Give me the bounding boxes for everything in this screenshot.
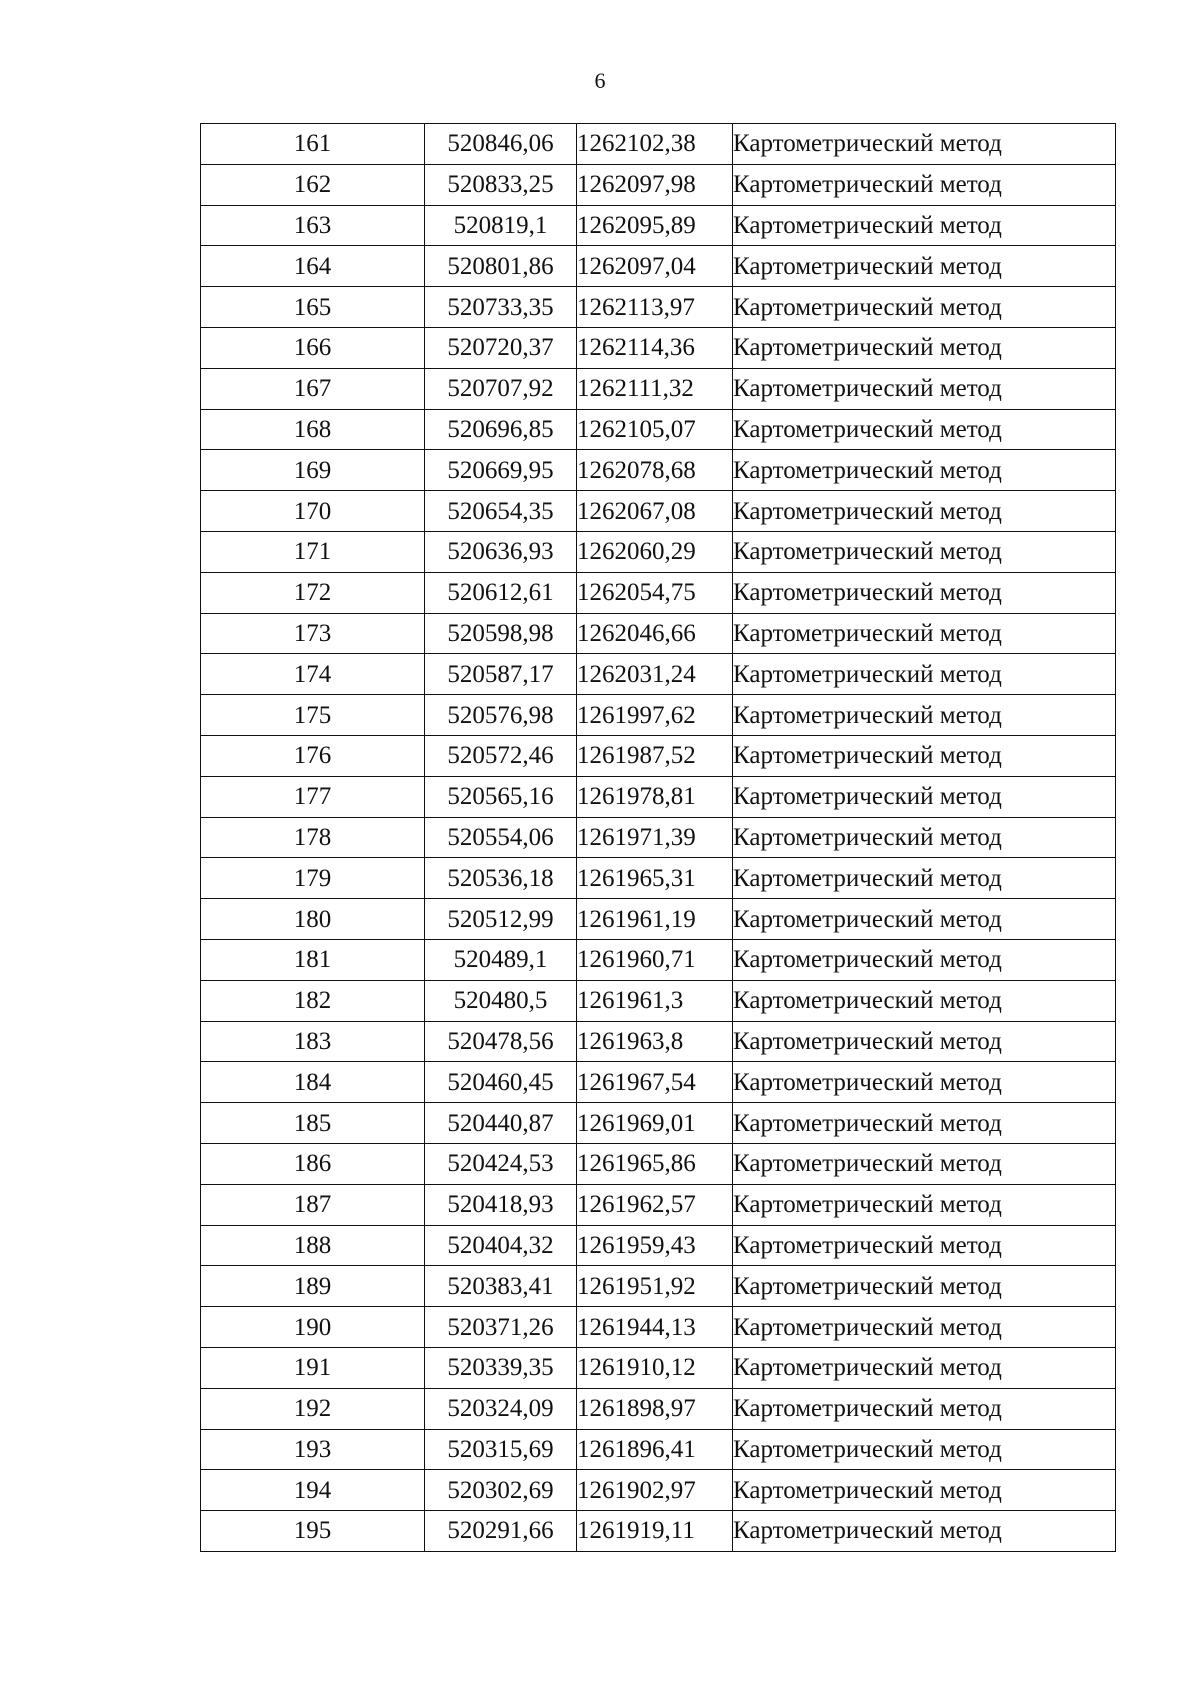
- method-cell: Картометрический метод: [733, 695, 1116, 736]
- point-number-cell: 188: [201, 1225, 425, 1266]
- x-coordinate-cell: 520404,32: [425, 1225, 577, 1266]
- x-coordinate-cell: 520720,37: [425, 327, 577, 368]
- table-row: [201, 776, 1116, 817]
- method-cell: Картометрический метод: [733, 1347, 1116, 1388]
- y-coordinate-cell: 1261896,41: [577, 1429, 733, 1470]
- method-cell: Картометрический метод: [733, 572, 1116, 613]
- table-row: [201, 572, 1116, 613]
- method-cell: Картометрический метод: [733, 939, 1116, 980]
- table-row: [201, 205, 1116, 246]
- point-number-cell: 173: [201, 613, 425, 654]
- point-number-cell: 182: [201, 980, 425, 1021]
- point-number-cell: 162: [201, 164, 425, 205]
- table-row: [201, 450, 1116, 491]
- x-coordinate-cell: 520460,45: [425, 1062, 577, 1103]
- y-coordinate-cell: 1262102,38: [577, 124, 733, 165]
- method-cell: Картометрический метод: [733, 899, 1116, 940]
- y-coordinate-cell: 1262105,07: [577, 409, 733, 450]
- point-number-cell: 167: [201, 368, 425, 409]
- table-row: [201, 858, 1116, 899]
- table-row: [201, 613, 1116, 654]
- method-cell: Картометрический метод: [733, 246, 1116, 287]
- y-coordinate-cell: 1261960,71: [577, 939, 733, 980]
- y-coordinate-cell: 1262031,24: [577, 654, 733, 695]
- y-coordinate-cell: 1261965,86: [577, 1143, 733, 1184]
- point-number-cell: 184: [201, 1062, 425, 1103]
- x-coordinate-cell: 520440,87: [425, 1103, 577, 1144]
- point-number-cell: 168: [201, 409, 425, 450]
- method-cell: Картометрический метод: [733, 409, 1116, 450]
- y-coordinate-cell: 1261951,92: [577, 1266, 733, 1307]
- x-coordinate-cell: 520801,86: [425, 246, 577, 287]
- y-coordinate-cell: 1261910,12: [577, 1347, 733, 1388]
- point-number-cell: 190: [201, 1307, 425, 1348]
- y-coordinate-cell: 1261961,19: [577, 899, 733, 940]
- y-coordinate-cell: 1261967,54: [577, 1062, 733, 1103]
- x-coordinate-cell: 520324,09: [425, 1388, 577, 1429]
- method-cell: Картометрический метод: [733, 1388, 1116, 1429]
- x-coordinate-cell: 520819,1: [425, 205, 577, 246]
- table-row: [201, 1021, 1116, 1062]
- table-row: [201, 1429, 1116, 1470]
- y-coordinate-cell: 1261919,11: [577, 1511, 733, 1552]
- x-coordinate-cell: 520654,35: [425, 491, 577, 532]
- table-row: [201, 817, 1116, 858]
- x-coordinate-cell: 520554,06: [425, 817, 577, 858]
- y-coordinate-cell: 1262097,04: [577, 246, 733, 287]
- table-row: [201, 939, 1116, 980]
- point-number-cell: 164: [201, 246, 425, 287]
- method-cell: Картометрический метод: [733, 654, 1116, 695]
- x-coordinate-cell: 520833,25: [425, 164, 577, 205]
- method-cell: Картометрический метод: [733, 1225, 1116, 1266]
- point-number-cell: 165: [201, 287, 425, 328]
- y-coordinate-cell: 1261898,97: [577, 1388, 733, 1429]
- table-row: [201, 1184, 1116, 1225]
- method-cell: Картометрический метод: [733, 1143, 1116, 1184]
- table-row: [201, 735, 1116, 776]
- y-coordinate-cell: 1261944,13: [577, 1307, 733, 1348]
- table-row: [201, 1307, 1116, 1348]
- y-coordinate-cell: 1262054,75: [577, 572, 733, 613]
- point-number-cell: 172: [201, 572, 425, 613]
- y-coordinate-cell: 1262113,97: [577, 287, 733, 328]
- method-cell: Картометрический метод: [733, 491, 1116, 532]
- table-row: [201, 491, 1116, 532]
- x-coordinate-cell: 520733,35: [425, 287, 577, 328]
- point-number-cell: 193: [201, 1429, 425, 1470]
- point-number-cell: 178: [201, 817, 425, 858]
- method-cell: Картометрический метод: [733, 1511, 1116, 1552]
- method-cell: Картометрический метод: [733, 858, 1116, 899]
- point-number-cell: 189: [201, 1266, 425, 1307]
- x-coordinate-cell: 520536,18: [425, 858, 577, 899]
- table-row: [201, 124, 1116, 165]
- x-coordinate-cell: 520598,98: [425, 613, 577, 654]
- x-coordinate-cell: 520669,95: [425, 450, 577, 491]
- y-coordinate-cell: 1262067,08: [577, 491, 733, 532]
- table-row: [201, 409, 1116, 450]
- x-coordinate-cell: 520291,66: [425, 1511, 577, 1552]
- table-row: [201, 899, 1116, 940]
- point-number-cell: 181: [201, 939, 425, 980]
- y-coordinate-cell: 1262111,32: [577, 368, 733, 409]
- y-coordinate-cell: 1261978,81: [577, 776, 733, 817]
- y-coordinate-cell: 1261987,52: [577, 735, 733, 776]
- method-cell: Картометрический метод: [733, 1184, 1116, 1225]
- y-coordinate-cell: 1261962,57: [577, 1184, 733, 1225]
- coordinates-table-body: [201, 124, 1116, 1552]
- method-cell: Картометрический метод: [733, 531, 1116, 572]
- table-row: [201, 1388, 1116, 1429]
- point-number-cell: 192: [201, 1388, 425, 1429]
- y-coordinate-cell: 1262097,98: [577, 164, 733, 205]
- point-number-cell: 163: [201, 205, 425, 246]
- method-cell: Картометрический метод: [733, 1103, 1116, 1144]
- x-coordinate-cell: 520302,69: [425, 1470, 577, 1511]
- table-row: [201, 531, 1116, 572]
- method-cell: Картометрический метод: [733, 450, 1116, 491]
- method-cell: Картометрический метод: [733, 735, 1116, 776]
- point-number-cell: 186: [201, 1143, 425, 1184]
- point-number-cell: 185: [201, 1103, 425, 1144]
- x-coordinate-cell: 520478,56: [425, 1021, 577, 1062]
- point-number-cell: 179: [201, 858, 425, 899]
- point-number-cell: 171: [201, 531, 425, 572]
- method-cell: Картометрический метод: [733, 164, 1116, 205]
- table-row: [201, 246, 1116, 287]
- x-coordinate-cell: 520846,06: [425, 124, 577, 165]
- x-coordinate-cell: 520612,61: [425, 572, 577, 613]
- method-cell: Картометрический метод: [733, 1021, 1116, 1062]
- point-number-cell: 195: [201, 1511, 425, 1552]
- y-coordinate-cell: 1261969,01: [577, 1103, 733, 1144]
- table-row: [201, 980, 1116, 1021]
- table-row: [201, 1470, 1116, 1511]
- x-coordinate-cell: 520696,85: [425, 409, 577, 450]
- method-cell: Картометрический метод: [733, 205, 1116, 246]
- y-coordinate-cell: 1262046,66: [577, 613, 733, 654]
- method-cell: Картометрический метод: [733, 613, 1116, 654]
- y-coordinate-cell: 1261997,62: [577, 695, 733, 736]
- x-coordinate-cell: 520512,99: [425, 899, 577, 940]
- point-number-cell: 191: [201, 1347, 425, 1388]
- method-cell: Картометрический метод: [733, 817, 1116, 858]
- point-number-cell: 175: [201, 695, 425, 736]
- y-coordinate-cell: 1261963,8: [577, 1021, 733, 1062]
- y-coordinate-cell: 1261971,39: [577, 817, 733, 858]
- x-coordinate-cell: 520489,1: [425, 939, 577, 980]
- x-coordinate-cell: 520315,69: [425, 1429, 577, 1470]
- table-row: [201, 1347, 1116, 1388]
- point-number-cell: 169: [201, 450, 425, 491]
- table-row: [201, 1103, 1116, 1144]
- point-number-cell: 183: [201, 1021, 425, 1062]
- method-cell: Картометрический метод: [733, 1062, 1116, 1103]
- coordinates-table: [200, 123, 1116, 1552]
- table-row: [201, 1225, 1116, 1266]
- y-coordinate-cell: 1262078,68: [577, 450, 733, 491]
- x-coordinate-cell: 520480,5: [425, 980, 577, 1021]
- method-cell: Картометрический метод: [733, 980, 1116, 1021]
- x-coordinate-cell: 520572,46: [425, 735, 577, 776]
- x-coordinate-cell: 520576,98: [425, 695, 577, 736]
- point-number-cell: 174: [201, 654, 425, 695]
- method-cell: Картометрический метод: [733, 776, 1116, 817]
- y-coordinate-cell: 1262114,36: [577, 327, 733, 368]
- point-number-cell: 177: [201, 776, 425, 817]
- y-coordinate-cell: 1261965,31: [577, 858, 733, 899]
- point-number-cell: 176: [201, 735, 425, 776]
- method-cell: Картометрический метод: [733, 287, 1116, 328]
- method-cell: Картометрический метод: [733, 1266, 1116, 1307]
- y-coordinate-cell: 1261959,43: [577, 1225, 733, 1266]
- table-row: [201, 695, 1116, 736]
- method-cell: Картометрический метод: [733, 368, 1116, 409]
- x-coordinate-cell: 520424,53: [425, 1143, 577, 1184]
- y-coordinate-cell: 1261902,97: [577, 1470, 733, 1511]
- method-cell: Картометрический метод: [733, 1307, 1116, 1348]
- point-number-cell: 170: [201, 491, 425, 532]
- table-row: [201, 164, 1116, 205]
- point-number-cell: 180: [201, 899, 425, 940]
- table-row: [201, 327, 1116, 368]
- table-row: [201, 654, 1116, 695]
- x-coordinate-cell: 520636,93: [425, 531, 577, 572]
- x-coordinate-cell: 520418,93: [425, 1184, 577, 1225]
- table-row: [201, 1143, 1116, 1184]
- point-number-cell: 166: [201, 327, 425, 368]
- method-cell: Картометрический метод: [733, 1429, 1116, 1470]
- x-coordinate-cell: 520707,92: [425, 368, 577, 409]
- x-coordinate-cell: 520587,17: [425, 654, 577, 695]
- point-number-cell: 194: [201, 1470, 425, 1511]
- table-row: [201, 1511, 1116, 1552]
- point-number-cell: 187: [201, 1184, 425, 1225]
- method-cell: Картометрический метод: [733, 327, 1116, 368]
- y-coordinate-cell: 1262060,29: [577, 531, 733, 572]
- x-coordinate-cell: 520565,16: [425, 776, 577, 817]
- y-coordinate-cell: 1262095,89: [577, 205, 733, 246]
- page-number: 6: [594, 68, 606, 93]
- table-row: [201, 287, 1116, 328]
- point-number-cell: 161: [201, 124, 425, 165]
- x-coordinate-cell: 520371,26: [425, 1307, 577, 1348]
- table-row: [201, 1266, 1116, 1307]
- method-cell: Картометрический метод: [733, 124, 1116, 165]
- method-cell: Картометрический метод: [733, 1470, 1116, 1511]
- y-coordinate-cell: 1261961,3: [577, 980, 733, 1021]
- table-row: [201, 1062, 1116, 1103]
- table-row: [201, 368, 1116, 409]
- x-coordinate-cell: 520339,35: [425, 1347, 577, 1388]
- x-coordinate-cell: 520383,41: [425, 1266, 577, 1307]
